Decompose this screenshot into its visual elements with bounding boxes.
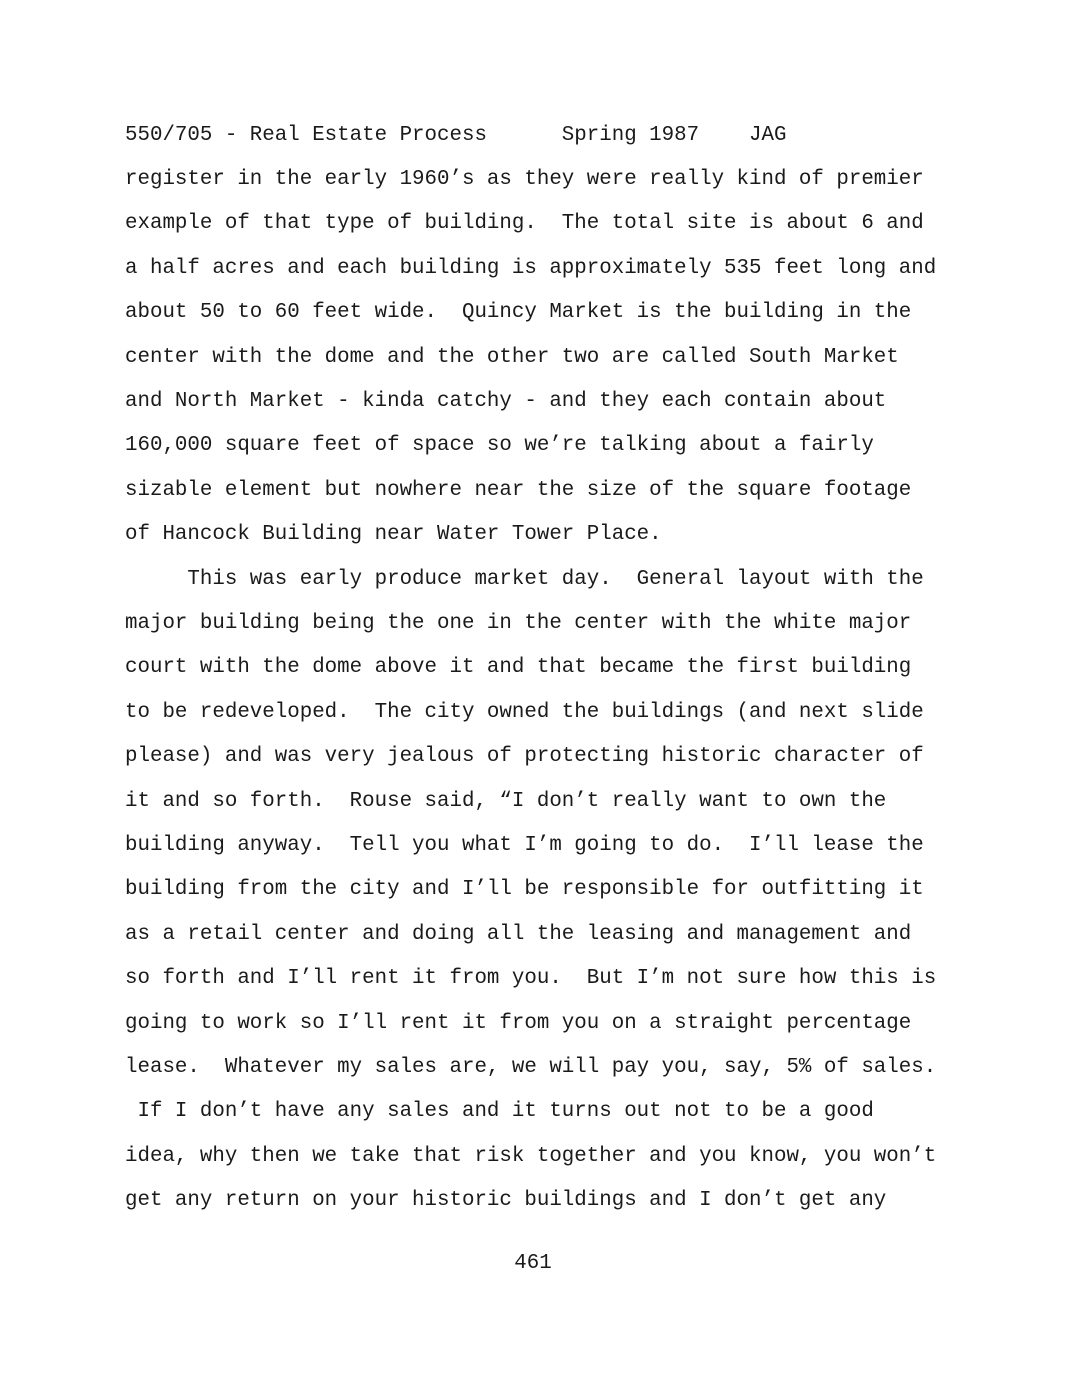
text-line: to be redeveloped. The city owned the buildings (and next slide bbox=[125, 700, 924, 724]
text-line: building from the city and I’ll be responsible for outfitting it bbox=[125, 878, 924, 902]
text-line: 160,000 square feet of space so we’re talking about a fairly bbox=[125, 434, 874, 458]
text-line: idea, why then we take that risk together and you know, you won’t bbox=[125, 1144, 937, 1168]
text-line: it and so forth. Rouse said, “I don’t really want to own the bbox=[125, 789, 887, 813]
text-line: please) and was very jealous of protecting historic character of bbox=[125, 745, 924, 769]
text-line: center with the dome and the other two are called South Market bbox=[125, 345, 899, 369]
text-line: going to work so I’ll rent it from you on a straight percentage bbox=[125, 1011, 912, 1035]
page-number: 461 bbox=[514, 1252, 552, 1275]
text-line: get any return on your historic buildings and I don’t get any bbox=[125, 1189, 887, 1213]
text-line: major building being the one in the center with the white major bbox=[125, 612, 912, 635]
text-line: lease. Whatever my sales are, we will pay you, say, 5% of sales. bbox=[125, 1056, 937, 1079]
text-line: building anyway. Tell you what I’m going to do. I’ll lease the bbox=[125, 834, 924, 857]
text-line: so forth and I’ll rent it from you. But I’m not sure how this is bbox=[125, 967, 937, 991]
text-line: of Hancock Building near Water Tower Place. bbox=[125, 523, 662, 547]
page-header: 550/705 - Real Estate Process Spring 1987 JAG bbox=[125, 124, 787, 147]
text-line: This was early produce market day. General layout with the bbox=[125, 567, 924, 591]
text-line: and North Market - kinda catchy - and they each contain about bbox=[125, 390, 887, 413]
text-line: register in the early 1960’s as they were really kind of premier bbox=[125, 168, 924, 191]
text-line: a half acres and each building is approximately 535 feet long and bbox=[125, 256, 937, 280]
text-line: as a retail center and doing all the leasing and management and bbox=[125, 922, 912, 946]
text-line: about 50 to 60 feet wide. Quincy Market is the building in the bbox=[125, 301, 912, 325]
text-line: If I don’t have any sales and it turns out not to be a good bbox=[125, 1100, 874, 1124]
text-line: example of that type of building. The total site is about 6 and bbox=[125, 212, 924, 236]
text-line: sizable element but nowhere near the size of the square footage bbox=[125, 478, 912, 502]
text-line: court with the dome above it and that became the first building bbox=[125, 656, 912, 680]
